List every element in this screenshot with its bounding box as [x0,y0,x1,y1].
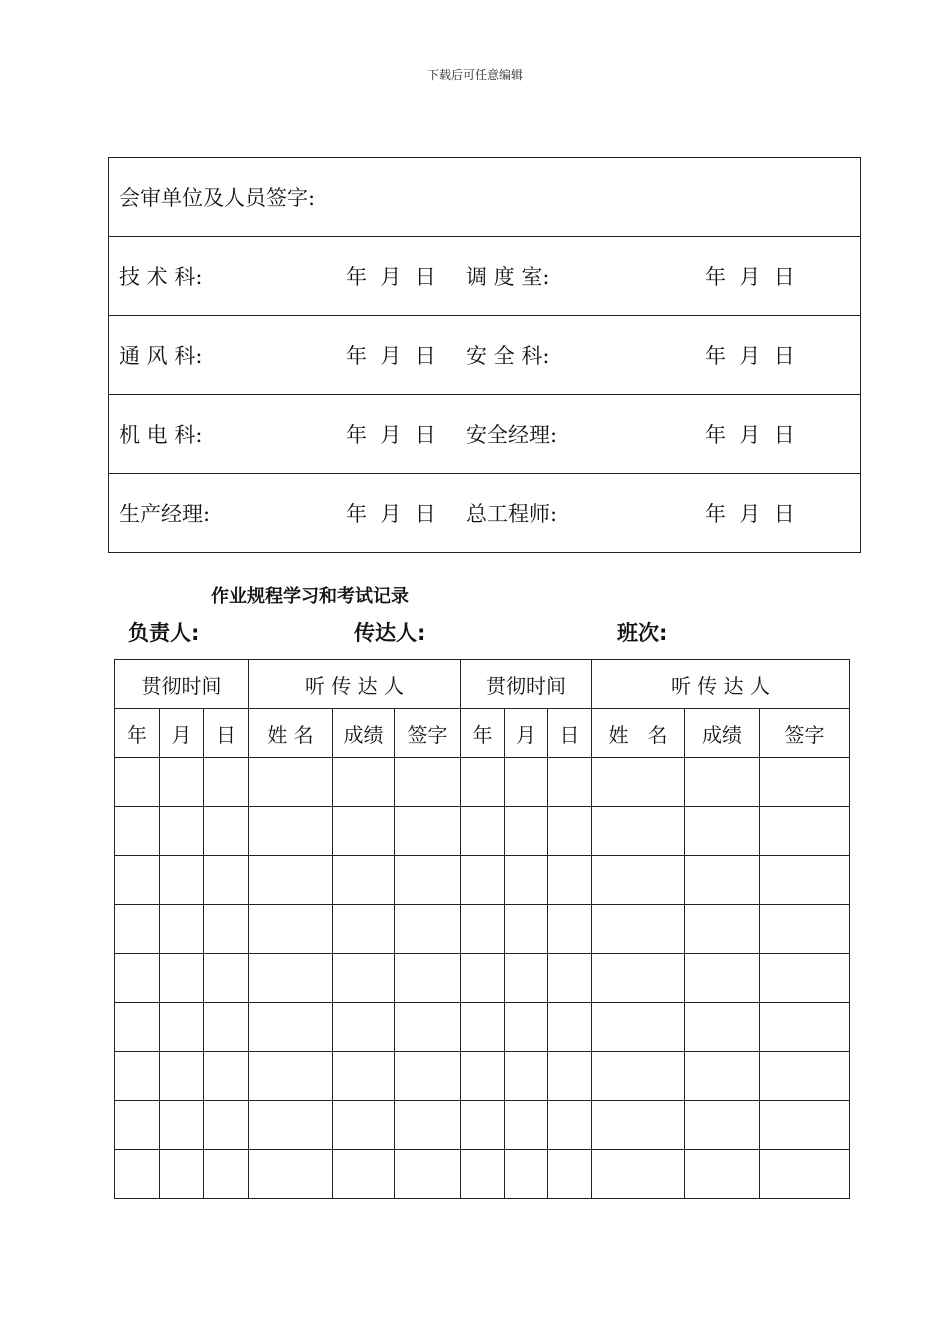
review-row-left-label: 技 术 科: [119,265,203,289]
review-row-right-label: 总工程师: [466,502,558,526]
blank-cell[interactable] [395,758,461,807]
blank-cell[interactable] [204,954,249,1003]
attendance-blank-rows [115,758,850,1199]
shift-label: 班次: [617,621,668,645]
col-month: 月 [505,709,548,758]
blank-cell[interactable] [160,856,204,905]
blank-cell[interactable] [505,807,548,856]
responsible-label: 负责人: [128,621,200,645]
review-row-left-label: 机 电 科: [119,423,203,447]
blank-cell[interactable] [115,905,160,954]
blank-cell[interactable] [505,1003,548,1052]
blank-cell[interactable] [395,1101,461,1150]
blank-cell[interactable] [548,905,592,954]
review-row-right-date: 年 月 日 [705,344,795,368]
table-row [115,905,850,954]
blank-cell[interactable] [395,954,461,1003]
blank-cell[interactable] [204,1003,249,1052]
col-year: 年 [461,709,505,758]
blank-cell[interactable] [461,807,505,856]
blank-cell[interactable] [115,1052,160,1101]
blank-cell[interactable] [249,856,333,905]
blank-cell[interactable] [505,905,548,954]
blank-cell[interactable] [249,1003,333,1052]
col-score: 成绩 [333,709,395,758]
blank-cell[interactable] [204,856,249,905]
blank-cell[interactable] [160,1150,204,1199]
blank-cell[interactable] [461,954,505,1003]
review-row [109,395,861,474]
blank-cell[interactable] [592,1101,685,1150]
blank-cell[interactable] [333,758,395,807]
blank-cell[interactable] [505,1052,548,1101]
header-note: 下载后可任意编辑 [426,68,523,82]
blank-cell[interactable] [160,758,204,807]
blank-cell[interactable] [333,807,395,856]
blank-cell[interactable] [204,758,249,807]
table-row [115,1003,850,1052]
blank-cell[interactable] [592,1003,685,1052]
blank-cell[interactable] [505,856,548,905]
blank-cell[interactable] [160,1052,204,1101]
group-time-header: 贯彻时间 [461,660,592,709]
blank-cell[interactable] [685,1003,760,1052]
blank-cell[interactable] [548,856,592,905]
blank-cell[interactable] [115,1101,160,1150]
blank-cell[interactable] [505,1150,548,1199]
review-row [109,316,861,395]
review-row-left-date: 年 月 日 [346,423,436,447]
attendance-table [114,659,850,1199]
blank-cell[interactable] [685,905,760,954]
blank-cell[interactable] [115,954,160,1003]
blank-cell[interactable] [204,1101,249,1150]
blank-cell[interactable] [505,1101,548,1150]
table-row [115,1101,850,1150]
blank-cell[interactable] [461,1101,505,1150]
review-row-right-label: 安 全 科: [466,344,550,368]
blank-cell[interactable] [333,1052,395,1101]
blank-cell[interactable] [548,1150,592,1199]
blank-cell[interactable] [115,807,160,856]
blank-cell[interactable] [249,807,333,856]
blank-cell[interactable] [115,856,160,905]
blank-cell[interactable] [461,905,505,954]
blank-cell[interactable] [685,1052,760,1101]
blank-cell[interactable] [395,905,461,954]
col-sign: 签字 [395,709,461,758]
col-name: 姓 名 [592,709,685,758]
blank-cell[interactable] [249,954,333,1003]
blank-cell[interactable] [685,758,760,807]
blank-cell[interactable] [395,1150,461,1199]
review-row [109,474,861,553]
blank-cell[interactable] [592,1150,685,1199]
blank-cell[interactable] [395,1003,461,1052]
blank-cell[interactable] [160,954,204,1003]
blank-cell[interactable] [760,1003,850,1052]
blank-cell[interactable] [333,1003,395,1052]
blank-cell[interactable] [760,758,850,807]
review-row-right-date: 年 月 日 [705,423,795,447]
table-row [115,1052,850,1101]
col-day: 日 [548,709,592,758]
blank-cell[interactable] [249,1052,333,1101]
blank-cell[interactable] [395,1052,461,1101]
review-row-left-label: 生产经理: [119,502,211,526]
blank-cell[interactable] [760,856,850,905]
blank-cell[interactable] [548,1052,592,1101]
blank-cell[interactable] [548,758,592,807]
review-row-left-date: 年 月 日 [346,502,436,526]
review-table [108,157,861,553]
review-title-row [109,158,861,237]
table-row [115,758,850,807]
group-time-header: 贯彻时间 [115,660,249,709]
blank-cell[interactable] [333,954,395,1003]
review-title [109,158,861,237]
blank-cell[interactable] [685,1150,760,1199]
blank-cell[interactable] [249,758,333,807]
blank-cell[interactable] [548,1003,592,1052]
blank-cell[interactable] [760,1052,850,1101]
blank-cell[interactable] [160,1003,204,1052]
blank-cell[interactable] [333,856,395,905]
blank-cell[interactable] [760,905,850,954]
conveyer-label: 传达人: [354,621,426,645]
blank-cell[interactable] [249,1150,333,1199]
blank-cell[interactable] [115,1150,160,1199]
blank-cell[interactable] [760,1150,850,1199]
blank-cell[interactable] [592,905,685,954]
review-row-left-label: 通 风 科: [119,344,203,368]
review-row-right-label: 安全经理: [466,423,558,447]
review-row-left-date: 年 月 日 [346,265,436,289]
blank-cell[interactable] [505,954,548,1003]
blank-cell[interactable] [461,1003,505,1052]
table-row [115,1150,850,1199]
blank-cell[interactable] [461,856,505,905]
blank-cell[interactable] [333,1150,395,1199]
blank-cell[interactable] [160,1101,204,1150]
review-row-right-label: 调 度 室: [466,265,550,289]
blank-cell[interactable] [160,807,204,856]
group-listener-header: 听 传 达 人 [592,660,850,709]
blank-cell[interactable] [760,807,850,856]
blank-cell[interactable] [760,954,850,1003]
blank-cell[interactable] [505,758,548,807]
blank-cell[interactable] [461,1052,505,1101]
blank-cell[interactable] [395,807,461,856]
col-sign: 签字 [760,709,850,758]
blank-cell[interactable] [249,1101,333,1150]
attendance-column-header [115,709,850,758]
blank-cell[interactable] [592,954,685,1003]
review-row-right-date: 年 月 日 [705,265,795,289]
blank-cell[interactable] [115,758,160,807]
blank-cell[interactable] [249,905,333,954]
blank-cell[interactable] [548,1101,592,1150]
blank-cell[interactable] [461,1150,505,1199]
blank-cell[interactable] [592,758,685,807]
blank-cell[interactable] [395,856,461,905]
blank-cell[interactable] [204,905,249,954]
blank-cell[interactable] [548,807,592,856]
blank-cell[interactable] [204,1052,249,1101]
review-row-right-date: 年 月 日 [705,502,795,526]
blank-cell[interactable] [461,758,505,807]
blank-cell[interactable] [592,807,685,856]
col-month: 月 [160,709,204,758]
col-score: 成绩 [685,709,760,758]
col-name: 姓 名 [249,709,333,758]
review-row [109,237,861,316]
blank-cell[interactable] [685,1101,760,1150]
blank-cell[interactable] [333,905,395,954]
review-row-left-date: 年 月 日 [346,344,436,368]
blank-cell[interactable] [160,905,204,954]
blank-cell[interactable] [685,807,760,856]
blank-cell[interactable] [204,1150,249,1199]
blank-cell[interactable] [204,807,249,856]
attendance-group-header [115,660,850,709]
col-year: 年 [115,709,160,758]
col-day: 日 [204,709,249,758]
blank-cell[interactable] [592,856,685,905]
blank-cell[interactable] [333,1101,395,1150]
blank-cell[interactable] [760,1101,850,1150]
table-row [115,954,850,1003]
blank-cell[interactable] [685,856,760,905]
review-title-text: 会审单位及人员签字: [119,186,316,210]
blank-cell[interactable] [115,1003,160,1052]
group-listener-header: 听 传 达 人 [249,660,461,709]
blank-cell[interactable] [685,954,760,1003]
blank-cell[interactable] [592,1052,685,1101]
table-row [115,856,850,905]
record-title: 作业规程学习和考试记录 [211,586,409,607]
blank-cell[interactable] [548,954,592,1003]
table-row [115,807,850,856]
